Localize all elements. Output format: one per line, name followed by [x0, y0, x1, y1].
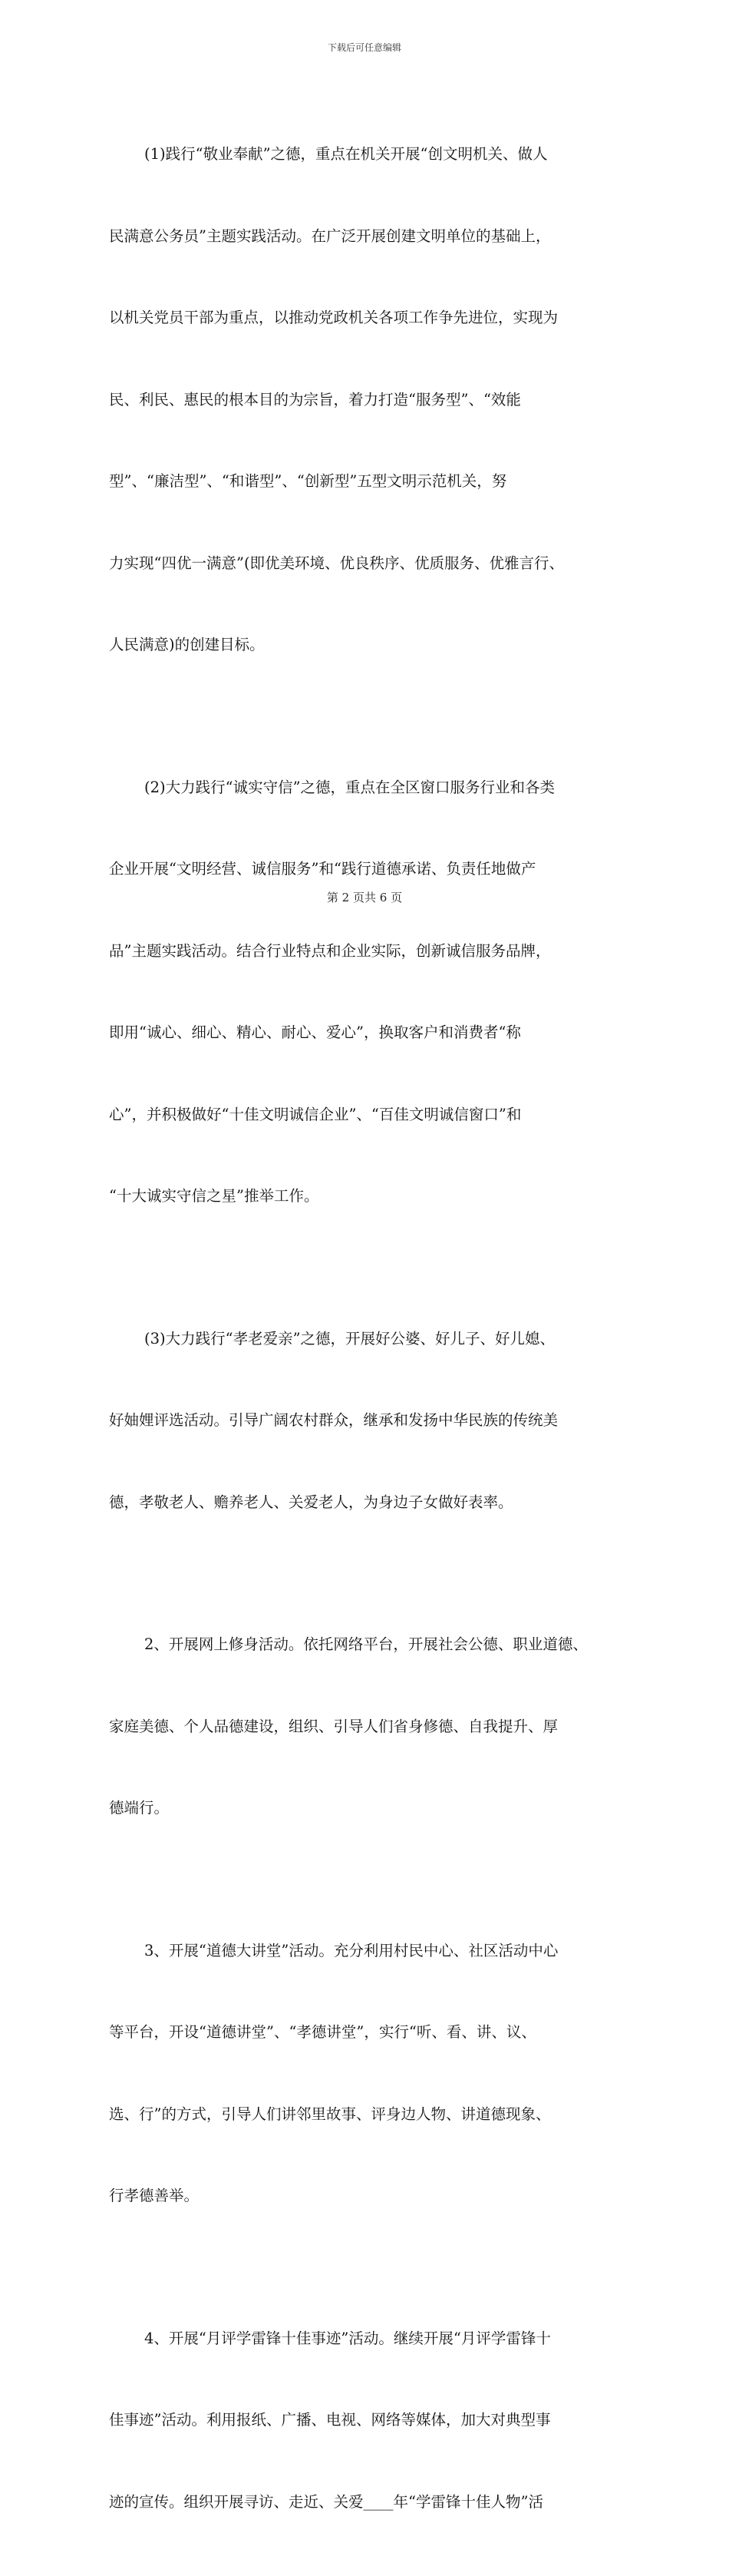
paragraph-line: 好妯娌评选活动。引导广阔农村群众，继承和发扬中华民族的传统美 [109, 1411, 559, 1429]
paragraph-line: 心”，并积极做好“十佳文明诚信企业”、“百佳文明诚信窗口”和 [109, 1105, 522, 1123]
paragraph-line: 人民满意)的创建目标。 [109, 636, 265, 653]
paragraph-line: 佳事迹”活动。利用报纸、广播、电视、网络等媒体，加大对典型事 [109, 2411, 551, 2429]
paragraph-3 [109, 1271, 638, 1571]
paragraph-line: 4、开展“月评学雷锋十佳事迹”活动。继续开展“月评学雷锋十 [144, 2329, 551, 2347]
paragraph-line: 2、开展网上修身活动。依托网络平台，开展社会公德、职业道德、 [144, 1635, 588, 1653]
page-header: 下载后可任意编辑 [327, 42, 401, 53]
paragraph-line: 企业开展“文明经营、诚信服务”和“践行道德承诺、负责任地做产 [109, 860, 536, 878]
paragraph-line: 3、开展“道德大讲堂”活动。充分利用村民中心、社区活动中心 [144, 1941, 559, 1959]
paragraph-line: 德，孝敬老人、赡养老人、关爱老人，为身边子女做好表率。 [109, 1493, 513, 1511]
paragraph-2 [109, 719, 638, 1265]
paragraph-line: 品”主题实践活动。结合行业特点和企业实际，创新诚信服务品牌， [109, 941, 551, 960]
paragraph-line: 型”、“廉洁型”、“和谐型”、“创新型”五型文明示范机关，努 [109, 472, 507, 490]
page-footer: 第 2 页共 6 页 [326, 891, 403, 904]
paragraph-line: “十大诚实守信之星”推举工作。 [109, 1187, 319, 1205]
paragraph-line: 等平台，开设“道德讲堂”、“孝德讲堂”，实行“听、看、讲、议、 [109, 2023, 536, 2041]
paragraph-1 [109, 86, 638, 713]
paragraph-line: 德端行。 [109, 1799, 170, 1817]
paragraph-line: 以机关党员干部为重点，以推动党政机关各项工作争先进位，实现为 [109, 309, 559, 326]
paragraph-line: 迹的宣传。组织开展寻访、走近、关爱____年“学雷锋十佳人物”活 [109, 2492, 543, 2511]
paragraph-line: (2)大力践行“诚实守信”之德，重点在全区窗口服务行业和各类 [144, 778, 556, 796]
paragraph-line: 力实现“四优一满意”(即优美环境、优良秩序、优质服务、优雅言行、 [109, 554, 565, 572]
paragraph-line: 即用“诚心、细心、精心、耐心、爱心”，换取客户和消费者“称 [109, 1023, 521, 1041]
paragraph-line: 家庭美德、个人品德建设，组织、引导人们省身修德、自我提升、厚 [109, 1717, 559, 1735]
paragraph-line: (3)大力践行“孝老爱亲”之德，开展好公婆、好儿子、好儿媳、 [144, 1329, 556, 1348]
paragraph-line: 行孝德善举。 [109, 2187, 200, 2204]
paragraph-line: 选、行”的方式，引导人们讲邻里故事、评身边人物、讲道德现象、 [109, 2105, 551, 2123]
paragraph-6 [109, 2270, 638, 2571]
document-body [109, 86, 638, 2576]
paragraph-line: (1)践行“敬业奉献”之德，重点在机关开展“创文明机关、做人 [144, 145, 548, 163]
paragraph-line: 民、利民、惠民的根本目的为宗旨，着力打造“服务型”、“效能 [109, 390, 521, 408]
paragraph-5 [109, 1883, 638, 2264]
paragraph-4 [109, 1576, 638, 1877]
paragraph-line: 民满意公务员”主题实践活动。在广泛开展创建文明单位的基础上， [109, 227, 551, 245]
